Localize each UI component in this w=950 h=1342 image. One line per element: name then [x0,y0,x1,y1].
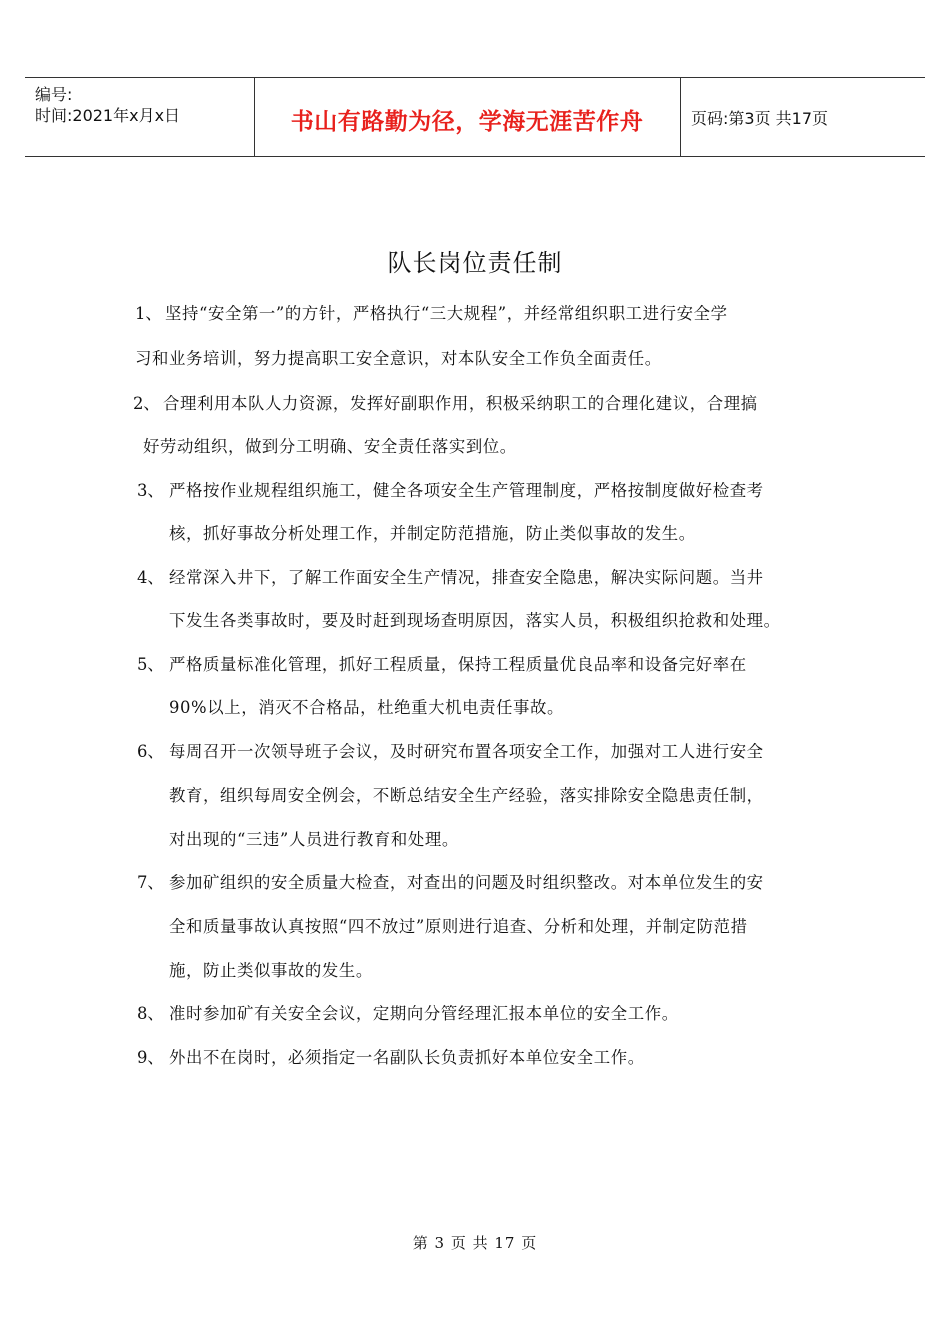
page-footer: 第 3 页 共 17 页 [412,1234,538,1252]
clause-number: 9、 [137,1048,164,1067]
clause-line: 参加矿组织的安全质量大检查，对查出的问题及时组织整改。对本单位发生的安 [169,873,764,892]
clause-number: 8、 [137,1004,164,1023]
clause-number: 5、 [137,655,164,674]
clause-line: 严格质量标准化管理，抓好工程质量，保持工程质量优良品率和设备完好率在 [169,655,747,674]
motto: 书山有路勤为径，学海无涯苦作舟 [290,109,644,135]
clause-number: 6、 [137,742,164,761]
clause-line: 每周召开一次领导班子会议，及时研究布置各项安全工作，加强对工人进行安全 [169,742,764,761]
clause-line: 经常深入井下，了解工作面安全生产情况，排查安全隐患，解决实际问题。当井 [169,568,764,587]
header-page-cell [681,78,925,156]
clause-number: 7、 [137,873,164,892]
clause-number: 2、 [133,394,160,413]
clause-line: 坚持“安全第一”的方针，严格执行“三大规程”，并经常组织职工进行安全学 [165,304,728,323]
clause-line: 90%以上，消灭不合格品，杜绝重大机电责任事故。 [169,698,565,717]
header-meta-cell [25,78,255,156]
time-label: 时间:2021年x月x日 [35,106,181,125]
header-table [25,77,925,157]
page-number-label: 页码:第3页 共17页 [691,109,829,128]
clause-line: 全和质量事故认真按照“四不放过”原则进行追查、分析和处理，并制定防范措 [169,917,748,936]
clause-line: 对出现的“三违”人员进行教育和处理。 [169,830,459,849]
clause-line: 教育，组织每周安全例会，不断总结安全生产经验，落实排除安全隐患责任制， [169,786,764,805]
clause-line: 合理利用本队人力资源，发挥好副职作用，积极采纳职工的合理化建议，合理搞 [163,394,758,413]
serial-label: 编号: [35,85,73,104]
clause-line: 外出不在岗时，必须指定一名副队长负责抓好本单位安全工作。 [169,1048,645,1067]
clause-line: 准时参加矿有关安全会议，定期向分管经理汇报本单位的安全工作。 [169,1004,679,1023]
clause-line: 下发生各类事故时，要及时赶到现场查明原因，落实人员，积极组织抢救和处理。 [169,611,781,630]
clause-line: 好劳动组织，做到分工明确、安全责任落实到位。 [143,437,517,456]
clause-line: 施，防止类似事故的发生。 [169,961,373,980]
clause-number: 1、 [135,304,162,323]
clause-number: 4、 [137,568,164,587]
clause-number: 3、 [137,481,164,500]
clause-line: 核，抓好事故分析处理工作，并制定防范措施，防止类似事故的发生。 [169,524,696,543]
document-title: 队长岗位责任制 [387,249,563,277]
clause-line: 习和业务培训，努力提高职工安全意识，对本队安全工作负全面责任。 [135,349,662,368]
clause-line: 严格按作业规程组织施工，健全各项安全生产管理制度，严格按制度做好检查考 [169,481,764,500]
header-motto-cell [254,78,681,156]
